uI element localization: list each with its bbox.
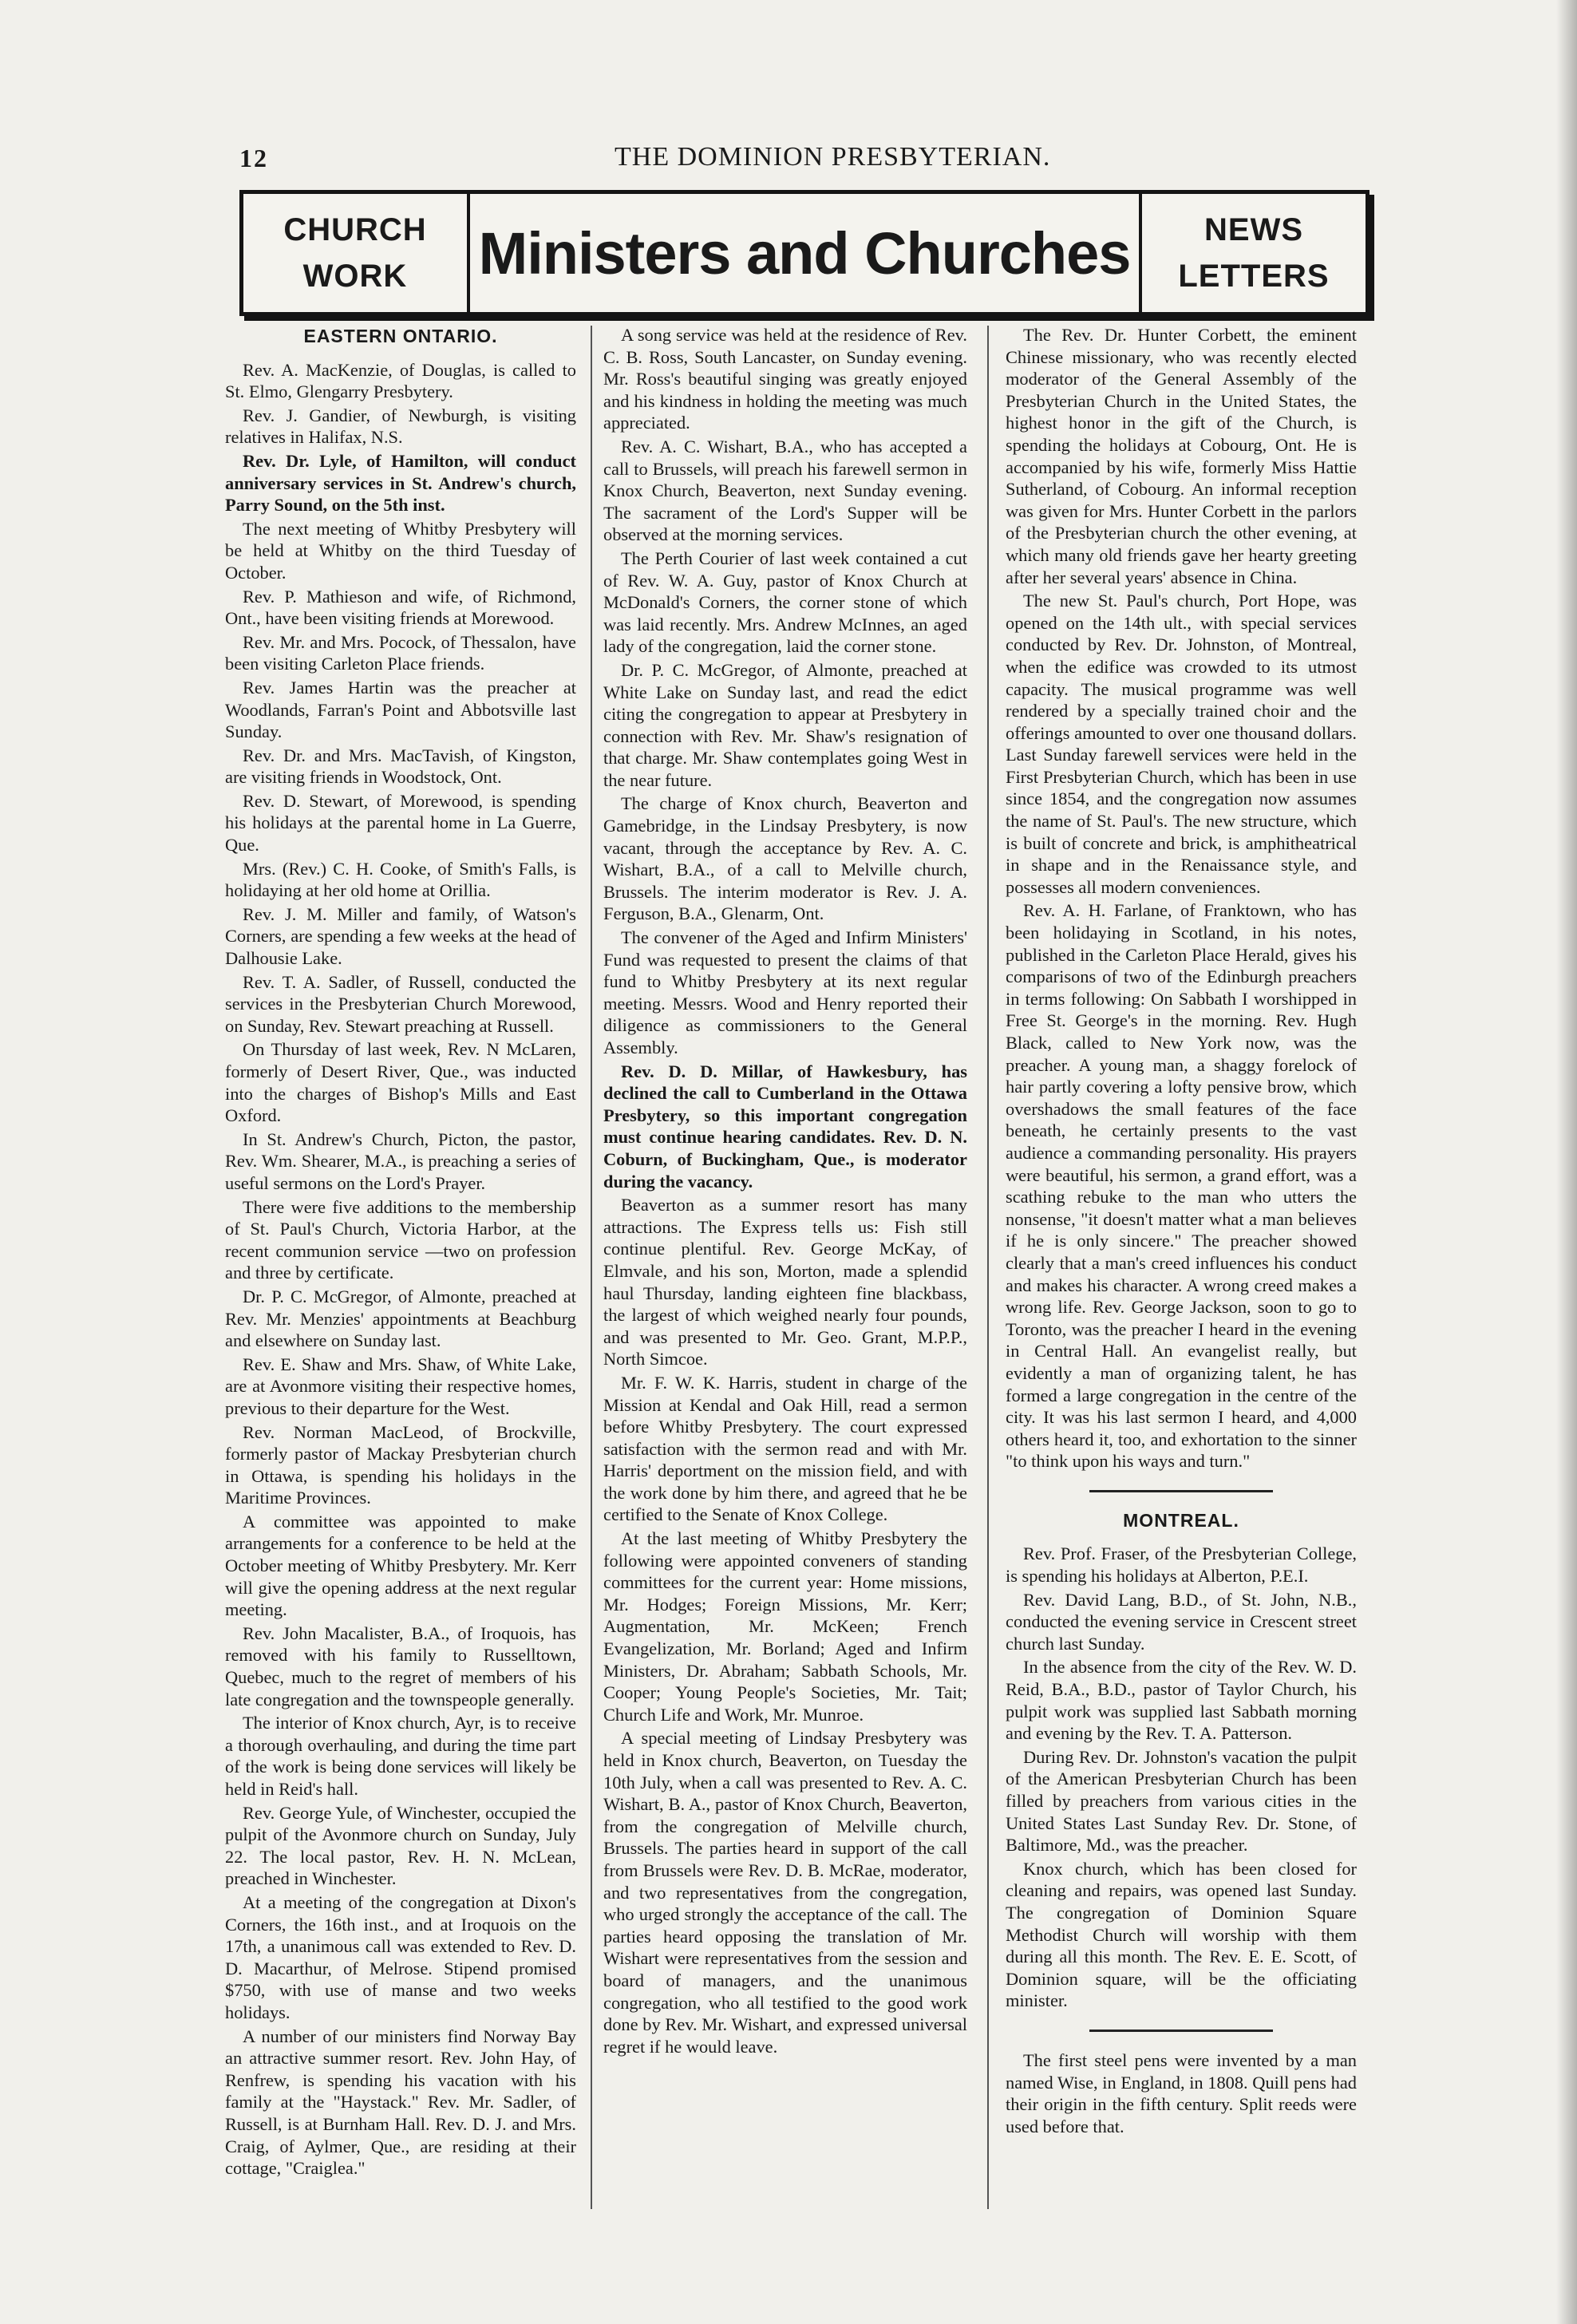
news-item: The interior of Knox church, Ayr, is to receive a thorough overhauling, and during the time part of the work is being done services will likely be held in Reid's hall.	[225, 1713, 576, 1799]
news-item: Rev. James Hartin was the preacher at Woodlands, Farran's Point and Abbotsville last Sunday.	[225, 677, 576, 742]
news-item: Rev. Norman MacLeod, of Brockville, formerly pastor of Mackay Presbyterian church in Ottawa, is spending his holidays in the Maritime Provinces.	[225, 1421, 576, 1508]
news-item: In the absence from the city of the Rev. W. D. Reid, B.A., B.D., pastor of Taylor Church, his pulpit work was supplied last Sabbath morning and evening by the Rev. T. A. Patterson.	[1006, 1657, 1357, 1744]
news-item: A special meeting of Lindsay Presbytery was held in Knox church, Beaverton, on Tuesday the 10th July, when a call was presented to Rev. A. C. Wishart, B. A., pastor of Knox Church, Beaverton, from the congregation of Melville church, Brussels. The parties heard in support of the call from Brussels were Rev. D. B. McRae, moderator, and two representatives from the congregation, who urged strongly the acceptance of the call. The parties heard opposing the translation of Mr. Wishart were representatives from the session and board of managers, and the unanimous congregation, who all testified to the good work done by Rev. Mr. Wishart, and expressed universal regret if he would leave.	[603, 1728, 967, 2057]
news-item: Rev. P. Mathieson and wife, of Richmond, Ont., have been visiting friends at Morewood.	[225, 586, 576, 629]
news-item: Rev. Mr. and Mrs. Pocock, of Thessalon, have been visiting Carleton Place friends.	[225, 631, 576, 674]
news-item: Rev. D. D. Millar, of Hawkesbury, has declined the call to Cumberland in the Ottawa Presbytery, so this important congregation must continue hearing candidates. Rev. D. N. Coburn, of Buckingham, Que., is moderator during the vacancy.	[603, 1061, 967, 1192]
news-item: A committee was appointed to make arrangements for a conference to be held at the October meeting of Whitby Presbytery. Mr. Kerr will give the opening address at the next regular meeting.	[225, 1511, 576, 1620]
masthead-title: Ministers and Churches	[478, 219, 1131, 287]
news-item: The charge of Knox church, Beaverton and Gamebridge, in the Lindsay Presbytery, is now vacant, through the acceptance by Rev. A. C. Wishart, B.A., of a call to Melville church, Brussels. The interim moderator is Rev. J. A. Ferguson, B.A., Glenarm, Ont.	[603, 793, 967, 924]
news-item: Rev. E. Shaw and Mrs. Shaw, of White Lake, are at Avonmore visiting their respective homes, previous to their departure for the West.	[225, 1354, 576, 1418]
news-item: Rev. Dr. and Mrs. MacTavish, of Kingston, are visiting friends in Woodstock, Ont.	[225, 745, 576, 788]
news-item: The Rev. Dr. Hunter Corbett, the eminent Chinese missionary, who was recently elected moderator of the General Assembly of the Presbyterian Church in the United States, the highest honor in the gift of the Church, is spending the holidays at Cobourg, Ont. He is accompanied by his wife, formerly Miss Hattie Sutherland, of Cobourg. An informal reception was given for Mrs. Hunter Corbett in the parlors of the Presbyterian church the other evening, at which many old friends gave her hearty greeting after her several years' absence in China.	[1006, 325, 1357, 587]
news-item: There were five additions to the membership of St. Paul's Church, Victoria Harbor, at the recent communion service —two on profession and three by certificate.	[225, 1196, 576, 1283]
column-divider	[987, 326, 989, 2209]
news-item: Rev. A. MacKenzie, of Douglas, is called to St. Elmo, Glengarry Presbytery.	[225, 359, 576, 402]
news-item: Rev. J. M. Miller and family, of Watson's Corners, are spending a few weeks at the head of Dalhousie Lake.	[225, 903, 576, 969]
news-item: Rev. D. Stewart, of Morewood, is spending his holidays at the parental home in La Guerre, Que.	[225, 790, 576, 856]
news-item: Mrs. (Rev.) C. H. Cooke, of Smith's Falls, is holidaying at her old home at Orillia.	[225, 858, 576, 901]
section-rule	[1089, 2030, 1273, 2032]
news-item: Dr. P. C. McGregor, of Almonte, preached at White Lake on Sunday last, and read the edict citing the congregation to appear at Presbytery in connection with Rev. Mr. Shaw's resignation of that charge. Mr. Shaw contemplates going West in the near future.	[603, 659, 967, 790]
section-rule	[1089, 1490, 1273, 1492]
news-item: At a meeting of the congregation at Dixon's Corners, the 16th inst., and at Iroquois on the 17th, a unanimous call was extended to Rev. D. D. Macarthur, of Melrose. Stipend promised $750, with use of manse and two weeks holidays.	[225, 1891, 576, 2022]
masthead-right-line2: LETTERS	[1178, 259, 1330, 294]
news-item: The convener of the Aged and Infirm Ministers' Fund was requested to present the claims of that fund to Whitby Presbytery at its next regular meeting. Messrs. Wood and Henry reported their diligence as commissioners to the General Assembly.	[603, 927, 967, 1057]
news-item: Rev. A. H. Farlane, of Franktown, who has been holidaying in Scotland, in his notes, published in the Carleton Place Herald, gives his comparisons of two of the Edinburgh preachers in terms following: On Sabbath I worshipped in Free St. George's in the morning. Rev. Hugh Black, called to New York now, was the preacher. A young man, a shaggy forelock of hair partly covering a lofty pensive brow, which overshadows the small features of the face beneath, he certainly presents to the vast audience a commanding personality. His prayers were beautiful, his sermon, a grand effort, was a scathing rebuke to the man who utters the nonsense, "it doesn't matter what a man believes if he is only sincere." The preacher showed clearly that a man's creed influences his conduct and makes his character. A wrong creed makes a wrong life. Rev. George Jackson, soon to go to Toronto, was the preacher I heard in the evening in Central Hall. An evangelist really, but evidently a man of organizing talent, he has formed a large congregation in the centre of the city. It was his last sermon I heard, and 4,000 others heard it, too, and exhortation to the sinner "to think upon his ways and turn."	[1006, 900, 1357, 1472]
page-number: 12	[239, 144, 268, 172]
masthead-right-box	[1139, 194, 1366, 312]
news-item: A number of our ministers find Norway Bay an attractive summer resort. Rev. John Hay, of Renfrew, is spending his vacation with his family at the "Haystack." Rev. Mr. Sadler, of Russell, is at Burnham Hall. Rev. D. J. and Mrs. Craig, of Aylmer, Que., are residing at their cottage, "Craiglea."	[225, 2026, 576, 2179]
news-item: On Thursday of last week, Rev. N McLaren, formerly of Desert River, Que., was inducted into the charges of Bishop's Mills and East Oxford.	[225, 1039, 576, 1126]
news-item: Rev. David Lang, B.D., of St. John, N.B., conducted the evening service in Crescent street church last Sunday.	[1006, 1589, 1357, 1654]
column-1	[225, 324, 576, 2181]
filler-item: The first steel pens were invented by a man named Wise, in England, in 1808. Quill pens had their origin in the fifth century. Split reeds were used before that.	[1006, 2049, 1357, 2136]
news-item: Rev. J. Gandier, of Newburgh, is visiting relatives in Halifax, N.S.	[225, 405, 576, 448]
masthead-left-line2: WORK	[302, 259, 408, 294]
news-item: Rev. Prof. Fraser, of the Presbyterian College, is spending his holidays at Alberton, P.E.I.	[1006, 1543, 1357, 1587]
news-item: Dr. P. C. McGregor, of Almonte, preached at Rev. Mr. Menzies' appointments at Beachburg and elsewhere on Sunday last.	[225, 1286, 576, 1351]
news-item: Rev. A. C. Wishart, B.A., who has accepted a call to Brussels, will preach his farewell sermon in Knox Church, Beaverton, next Sunday evening. The sacrament of the Lord's Supper will be observed at the morning services.	[603, 436, 967, 545]
news-item: The next meeting of Whitby Presbytery will be held at Whitby on the third Tuesday of October.	[225, 518, 576, 583]
section-heading-montreal: MONTREAL.	[1123, 1509, 1239, 1531]
column-3	[1006, 324, 1357, 2139]
news-item: During Rev. Dr. Johnston's vacation the pulpit of the American Presbyterian Church has been filled by preachers from various cities in the United States Last Sunday Rev. Dr. Stone, of Baltimore, Md., was the preacher.	[1006, 1746, 1357, 1856]
news-item: Beaverton as a summer resort has many attractions. The Express tells us: Fish still continue plentiful. Rev. George McKay, of Elmvale, and his son, Morton, made a splendid haul Thursday, landing eighteen fine blackbass, the largest of which weighed nearly four pounds, and was presented to Mr. Geo. Grant, M.P.P., North Simcoe.	[603, 1195, 967, 1370]
column-2	[603, 324, 967, 2059]
page-edge-shadow	[1556, 0, 1577, 2324]
news-item: Mr. F. W. K. Harris, student in charge of the Mission at Kendal and Oak Hill, read a sermon before Whitby Presbytery. The court expressed satisfaction with the sermon read and with Mr. Harris' deportment on the mission field, and with the work done by him there, and agreed that he be certified to the Senate of Knox College.	[603, 1372, 967, 1525]
news-item: The Perth Courier of last week contained a cut of Rev. W. A. Guy, pastor of Knox Church at McDonald's Corners, the corner stone of which was laid recently. Mrs. Andrew McInnes, an aged lady of the congregation, laid the corner stone.	[603, 547, 967, 657]
masthead-left-box	[243, 194, 470, 312]
masthead-right-line1: NEWS	[1204, 212, 1303, 247]
news-item: Knox church, which has been closed for cleaning and repairs, was opened last Sunday. The congregation of Dominion Square Methodist Church will worship with them during all this month. The Rev. E. E. Scott, of Dominion square, will be the officiating minister.	[1006, 1858, 1357, 2011]
news-item: A song service was held at the residence of Rev. C. B. Ross, South Lancaster, on Sunday evening. Mr. Ross's beautiful singing was greatly enjoyed and his kindness in holding the meeting was much appreciated.	[603, 325, 967, 433]
masthead-left-line1: CHURCH	[283, 212, 427, 247]
news-item: Rev. Dr. Lyle, of Hamilton, will conduct anniversary services in St. Andrew's church, Parry Sound, on the 5th inst.	[225, 450, 576, 516]
running-head: THE DOMINION PRESBYTERIAN.	[615, 142, 1051, 172]
news-item: Rev. T. A. Sadler, of Russell, conducted the services in the Presbyterian Church Morewood, on Sunday, Rev. Stewart preaching at Russell.	[225, 971, 576, 1036]
news-item: Rev. John Macalister, B.A., of Iroquois, has removed with his family to Russelltown, Quebec, much to the regret of members of his late congregation and the townspeople generally.	[225, 1622, 576, 1709]
news-item: At the last meeting of Whitby Presbytery the following were appointed conveners of standing committees for the current year: Home missions, Mr. Hodges; Foreign Missions, Mr. Kerr; Augmentation, Mr. McKeen; French Evangelization, Mr. Borland; Aged and Infirm Ministers, Dr. Abraham; Sabbath Schools, Mr. Cooper; Young People's Societies, Mr. Tait; Church Life and Work, Mr. Munroe.	[603, 1528, 967, 1725]
section-heading-eastern-ontario: EASTERN ONTARIO.	[303, 326, 498, 346]
news-item: Rev. George Yule, of Winchester, occupied the pulpit of the Avonmore church on Sunday, July 22. The local pastor, Rev. H. N. McLean, preached in Winchester.	[225, 1802, 576, 1889]
masthead	[239, 190, 1370, 316]
column-divider	[591, 326, 592, 2209]
news-item: The new St. Paul's church, Port Hope, was opened on the 14th ult., with special services conducted by Rev. Dr. Johnston, of Montreal, when the edifice was crowded to its utmost capacity. The musical programme was well rendered by a specially trained choir and the offerings amounted to over one thousand dollars. Last Sunday farewell services were held in the First Presbyterian Church, which has been in use since 1854, and the congregation now assumes the name of St. Paul's. The new structure, which is built of concrete and brick, is amphitheatrical in shape and in the Renaissance style, and possesses all modern conveniences.	[1006, 591, 1357, 897]
news-item: In St. Andrew's Church, Picton, the pastor, Rev. Wm. Shearer, M.A., is preaching a series of useful sermons on the Lord's Prayer.	[225, 1128, 576, 1193]
